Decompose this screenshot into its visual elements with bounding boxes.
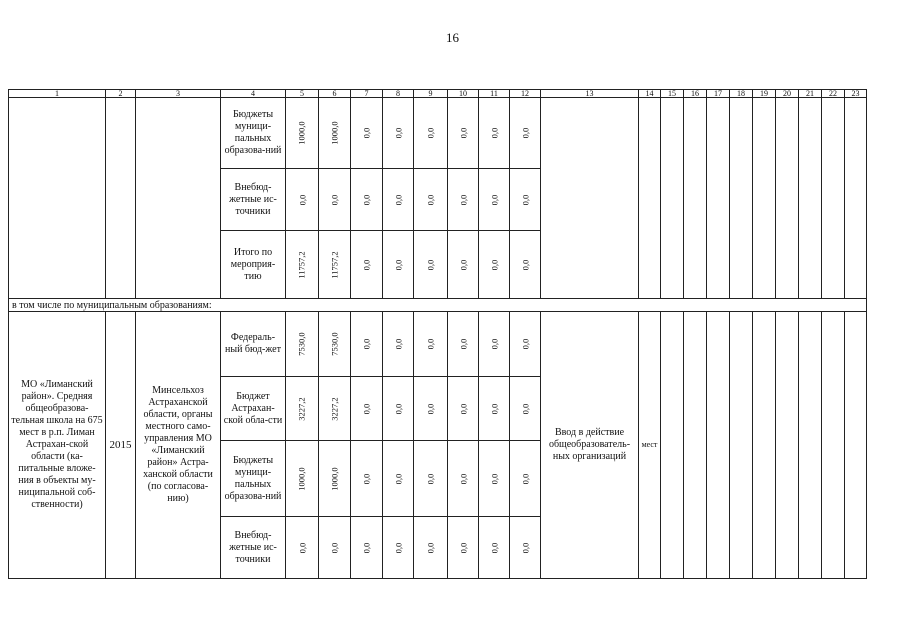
- column-header: 1: [8, 89, 106, 98]
- value-text: 0,0: [489, 542, 499, 553]
- value-cell: [318, 97, 351, 169]
- value-cell: [382, 168, 414, 231]
- value-cell: [413, 440, 448, 517]
- value-text: 0,0: [361, 259, 372, 270]
- value-cell: [447, 97, 479, 169]
- value-cell: [382, 440, 414, 517]
- value-cell: [478, 376, 510, 441]
- funding-source-cell: Внебюд-жетные ис-точники: [220, 516, 286, 579]
- value-cell: [509, 516, 541, 579]
- value-text: 0,0: [458, 194, 468, 205]
- value-text: 0,0: [458, 542, 468, 553]
- value-text: 3227,2: [297, 396, 307, 421]
- value-text: 0,0: [393, 403, 403, 414]
- value-text: 0,0: [329, 194, 340, 205]
- value-cell: [350, 230, 383, 299]
- column-header: 7: [350, 89, 383, 98]
- value-cell: [447, 311, 479, 377]
- empty-cell: [752, 311, 776, 579]
- value-cell: [382, 311, 414, 377]
- column-header: 12: [509, 89, 541, 98]
- value-cell: [447, 230, 479, 299]
- value-cell: [318, 376, 351, 441]
- value-text: 0,0: [425, 473, 436, 484]
- unit-cell: мест: [638, 311, 661, 579]
- value-cell: [350, 376, 383, 441]
- value-text: 0,0: [361, 403, 372, 414]
- column-header: 16: [683, 89, 707, 98]
- value-cell: [285, 230, 319, 299]
- year-cell: [105, 97, 136, 299]
- value-cell: [350, 516, 383, 579]
- column-header: 6: [318, 89, 351, 98]
- value-text: 0,0: [489, 473, 499, 484]
- value-cell: [509, 376, 541, 441]
- object-cell: [8, 97, 106, 299]
- value-text: 0,0: [393, 259, 403, 270]
- empty-cell: [798, 97, 822, 299]
- value-text: 0,0: [393, 338, 403, 350]
- value-text: 0,0: [520, 473, 530, 484]
- value-cell: [509, 230, 541, 299]
- value-text: 0,0: [458, 473, 468, 484]
- empty-cell: [706, 97, 730, 299]
- value-text: 1000,0: [297, 121, 307, 145]
- value-cell: [285, 440, 319, 517]
- column-header: 2: [105, 89, 136, 98]
- value-text: 0,0: [393, 194, 403, 205]
- empty-cell: [775, 311, 799, 579]
- column-header: 11: [478, 89, 510, 98]
- section-label: в том числе по муниципальным образованиям:: [8, 298, 867, 312]
- value-cell: [478, 440, 510, 517]
- column-header: 20: [775, 89, 799, 98]
- column-header: 3: [135, 89, 221, 98]
- funding-source-cell: Федераль-ный бюд-жет: [220, 311, 286, 377]
- value-cell: [318, 440, 351, 517]
- result-cell: Ввод в действие общеобразователь-ных организаций: [540, 311, 639, 579]
- value-text: 11757,2: [329, 250, 340, 279]
- value-text: 1000,0: [329, 466, 340, 491]
- value-text: 0,0: [425, 403, 436, 414]
- value-text: 0,0: [393, 127, 403, 139]
- value-text: 0,0: [425, 338, 436, 350]
- value-cell: [478, 230, 510, 299]
- value-text: 0,0: [458, 338, 468, 350]
- empty-cell: [660, 311, 684, 579]
- value-cell: [413, 230, 448, 299]
- value-cell: [509, 168, 541, 231]
- value-text: 7530,0: [297, 332, 307, 356]
- column-header: 10: [447, 89, 479, 98]
- empty-cell: [683, 311, 707, 579]
- value-cell: [285, 516, 319, 579]
- empty-cell: [844, 311, 867, 579]
- value-cell: [285, 168, 319, 231]
- funding-source-cell: Итого по мероприя-тию: [220, 230, 286, 299]
- value-text: 0,0: [520, 259, 530, 270]
- empty-cell: [821, 97, 845, 299]
- value-text: 0,0: [297, 542, 307, 553]
- value-cell: [318, 230, 351, 299]
- column-header: 15: [660, 89, 684, 98]
- value-text: 0,0: [361, 542, 372, 553]
- empty-cell: [729, 97, 753, 299]
- funding-source-cell: Внебюд-жетные ис-точники: [220, 168, 286, 231]
- value-text: 1000,0: [297, 466, 307, 491]
- value-text: 0,0: [361, 338, 372, 350]
- value-text: 0,0: [520, 403, 530, 414]
- column-header: 4: [220, 89, 286, 98]
- value-cell: [413, 97, 448, 169]
- column-header: 21: [798, 89, 822, 98]
- value-cell: [350, 97, 383, 169]
- column-header: 17: [706, 89, 730, 98]
- value-text: 0,0: [520, 338, 530, 350]
- value-text: 1000,0: [329, 121, 340, 145]
- executor-cell: [135, 97, 221, 299]
- value-cell: [478, 168, 510, 231]
- empty-cell: [844, 97, 867, 299]
- value-cell: [350, 168, 383, 231]
- value-cell: [509, 440, 541, 517]
- value-text: 3227,2: [329, 396, 340, 421]
- value-cell: [478, 97, 510, 169]
- value-cell: [509, 311, 541, 377]
- column-header: 13: [540, 89, 639, 98]
- value-cell: [478, 311, 510, 377]
- executor-cell: Минсельхоз Астраханской области, органы местного само-управления МО «Лиманский район» Астра-ханской области (по согласова-нию): [135, 311, 221, 579]
- value-text: 0,0: [458, 259, 468, 270]
- value-text: 0,0: [489, 338, 499, 350]
- value-cell: [413, 168, 448, 231]
- column-header: 23: [844, 89, 867, 98]
- column-header: 9: [413, 89, 448, 98]
- funding-source-cell: Бюджеты муници-пальных образова-ний: [220, 97, 286, 169]
- object-name-cell: МО «Лиманский район». Средняя общеобразова-тельная школа на 675 мест в р.п. Лиман Астрахан-ской области (ка-питальные вложе-ния в объекты му-ниципальной соб-ственности): [8, 311, 106, 579]
- funding-source-cell: Бюджет Астрахан-ской обла-сти: [220, 376, 286, 441]
- value-cell: [318, 516, 351, 579]
- value-text: 0,0: [425, 259, 436, 270]
- value-text: 0,0: [393, 542, 403, 553]
- empty-cell: [660, 97, 684, 299]
- value-cell: [350, 311, 383, 377]
- page-number: 16: [446, 30, 459, 45]
- value-text: 0,0: [297, 194, 307, 205]
- value-cell: [447, 516, 479, 579]
- value-cell: [413, 516, 448, 579]
- value-cell: [318, 168, 351, 231]
- value-text: 0,0: [520, 127, 530, 139]
- empty-cell: [729, 311, 753, 579]
- value-cell: [478, 516, 510, 579]
- empty-cell: [821, 311, 845, 579]
- value-cell: [285, 311, 319, 377]
- value-cell: [285, 376, 319, 441]
- value-text: 0,0: [489, 403, 499, 414]
- value-text: 0,0: [489, 127, 499, 139]
- value-cell: [413, 311, 448, 377]
- value-cell: [382, 230, 414, 299]
- value-text: 0,0: [361, 127, 372, 139]
- empty-cell: [683, 97, 707, 299]
- value-text: 7530,0: [329, 332, 340, 356]
- value-cell: [382, 376, 414, 441]
- empty-cell: [638, 97, 661, 299]
- column-header: 5: [285, 89, 319, 98]
- value-text: 0,0: [458, 403, 468, 414]
- value-text: 0,0: [425, 542, 436, 553]
- year-cell: 2015: [105, 311, 136, 579]
- empty-cell: [798, 311, 822, 579]
- column-header: 8: [382, 89, 414, 98]
- value-text: 0,0: [489, 194, 499, 205]
- column-header: 14: [638, 89, 661, 98]
- value-text: 0,0: [425, 127, 436, 139]
- value-cell: [447, 168, 479, 231]
- value-text: 0,0: [361, 473, 372, 484]
- empty-cell: [775, 97, 799, 299]
- value-text: 0,0: [393, 473, 403, 484]
- funding-source-cell: Бюджеты муници-пальных образова-ний: [220, 440, 286, 517]
- empty-cell: [752, 97, 776, 299]
- value-cell: [447, 440, 479, 517]
- value-text: 11757,2: [297, 250, 307, 279]
- column-header: 18: [729, 89, 753, 98]
- column-header: 22: [821, 89, 845, 98]
- empty-cell: [706, 311, 730, 579]
- value-text: 0,0: [520, 194, 530, 205]
- value-text: 0,0: [329, 542, 340, 553]
- value-text: 0,0: [361, 194, 372, 205]
- column-header: 19: [752, 89, 776, 98]
- value-cell: [285, 97, 319, 169]
- value-text: 0,0: [489, 259, 499, 270]
- value-cell: [509, 97, 541, 169]
- value-text: 0,0: [520, 542, 530, 553]
- value-cell: [413, 376, 448, 441]
- result-cell: [540, 97, 639, 299]
- value-text: 0,0: [425, 194, 436, 205]
- value-text: 0,0: [458, 127, 468, 139]
- value-cell: [350, 440, 383, 517]
- value-cell: [318, 311, 351, 377]
- value-cell: [382, 97, 414, 169]
- value-cell: [447, 376, 479, 441]
- value-cell: [382, 516, 414, 579]
